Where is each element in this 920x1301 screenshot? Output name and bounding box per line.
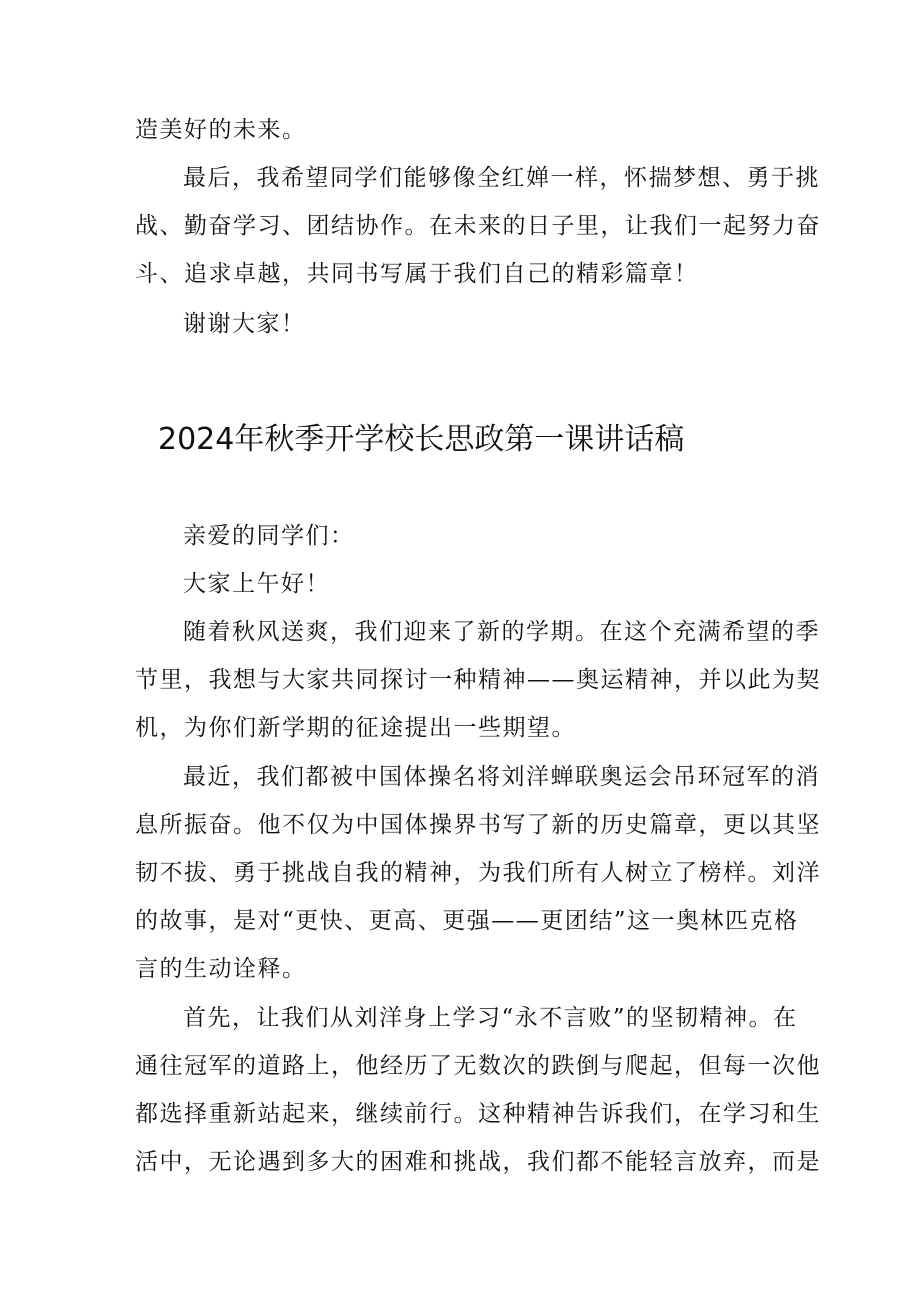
text-line: 造美好的未来。 bbox=[135, 117, 307, 143]
text-line: 的故事，是对“更快、更高、更强——更团结”这一奥林匹克格 bbox=[135, 908, 799, 934]
text-line: 谢谢大家！ bbox=[183, 311, 306, 337]
text-line: 活中，无论遇到多大的困难和挑战，我们都不能轻言放弃，而是 bbox=[135, 1149, 821, 1175]
text-line: 都选择重新站起来，继续前行。这种精神告诉我们，在学习和生 bbox=[135, 1101, 821, 1127]
text-line: 战、勤奋学习、团结协作。在未来的日子里，让我们一起努力奋 bbox=[135, 213, 821, 239]
text-line: 节里，我想与大家共同探讨一种精神——奥运精神，并以此为契 bbox=[135, 667, 821, 693]
text-line: 斗、追求卓越，共同书写属于我们自己的精彩篇章！ bbox=[135, 261, 699, 287]
text-line: 最后，我希望同学们能够像全红婵一样，怀揣梦想、勇于挑 bbox=[183, 165, 820, 191]
greeting: 大家上午好！ bbox=[183, 571, 330, 597]
document-title: 2024年秋季开学校长思政第一课讲话稿 bbox=[158, 422, 685, 457]
text-line: 最近，我们都被中国体操名将刘洋蝉联奥运会吊环冠军的消 bbox=[183, 764, 820, 790]
text-line: 首先，让我们从刘洋身上学习“永不言败”的坚韧精神。在 bbox=[183, 1005, 798, 1031]
text-line: 息所振奋。他不仅为中国体操界书写了新的历史篇章，更以其坚 bbox=[135, 812, 821, 838]
salutation: 亲爱的同学们： bbox=[183, 523, 355, 549]
text-line: 机，为你们新学期的征途提出一些期望。 bbox=[135, 715, 576, 741]
text-line: 通往冠军的道路上，他经历了无数次的跌倒与爬起，但每一次他 bbox=[135, 1053, 821, 1079]
text-line: 随着秋风送爽，我们迎来了新的学期。在这个充满希望的季 bbox=[183, 619, 820, 645]
text-line: 言的生动诠释。 bbox=[135, 956, 307, 982]
text-line: 韧不拔、勇于挑战自我的精神，为我们所有人树立了榜样。刘洋 bbox=[135, 860, 821, 886]
